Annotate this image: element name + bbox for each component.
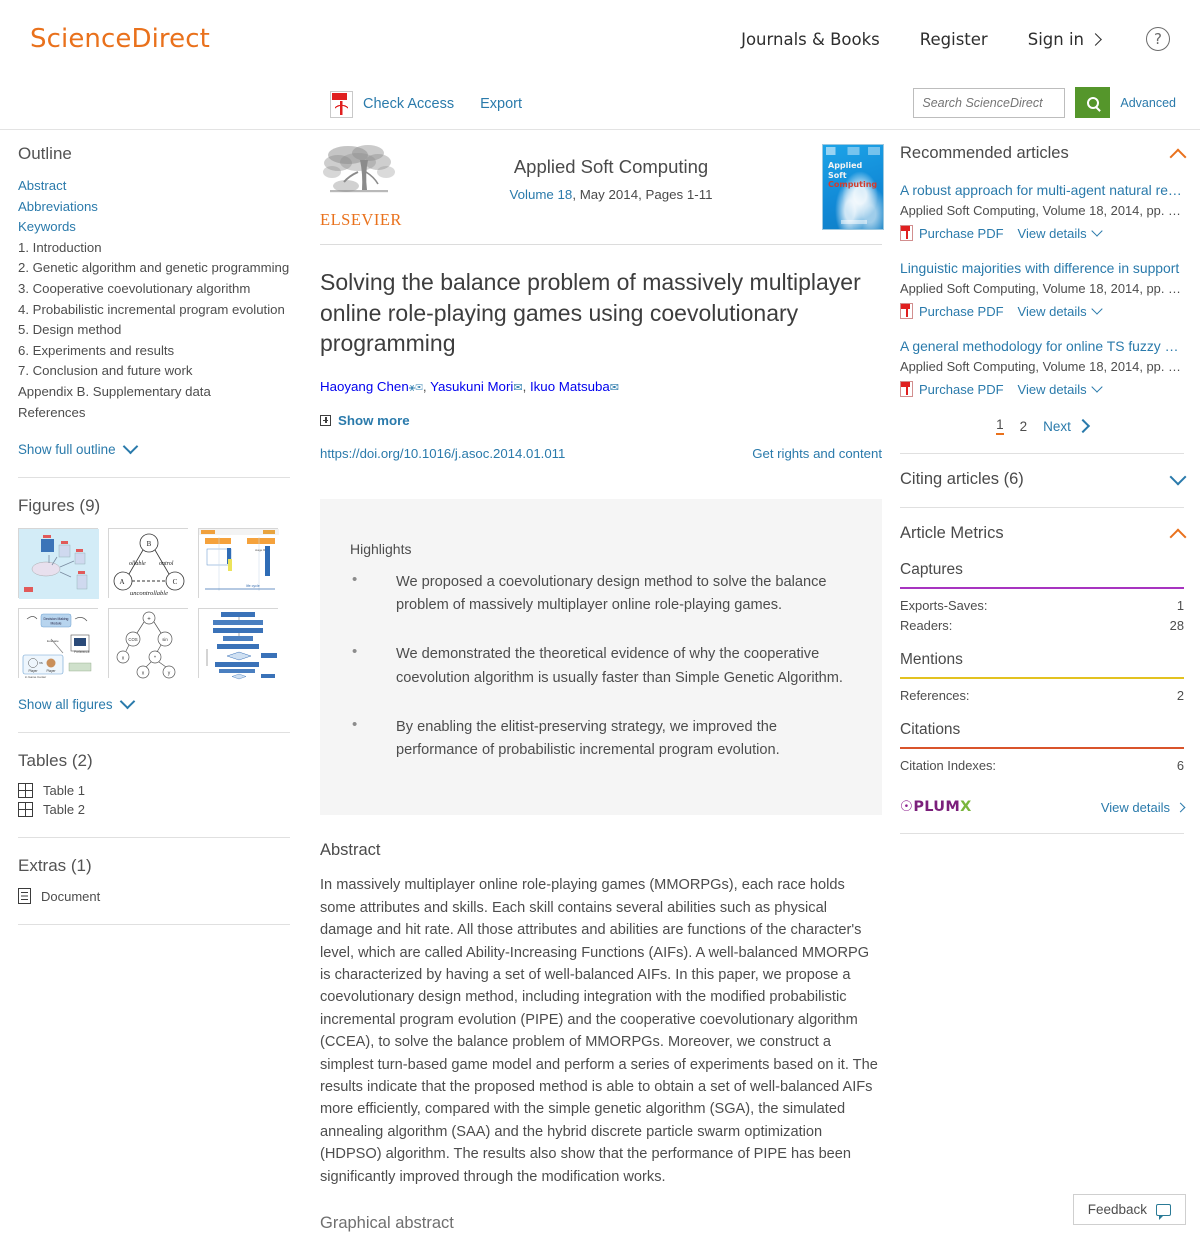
- recommended-article-meta-2: Applied Soft Computing, Volume 18, 2014, pp. …: [900, 281, 1181, 296]
- divider: [18, 732, 290, 733]
- author-name-1: Haoyang Chen: [320, 378, 409, 394]
- figure-thumbnail[interactable]: [198, 528, 278, 598]
- author-link-1[interactable]: [320, 379, 409, 394]
- chevron-right-icon: [1089, 33, 1102, 46]
- show-full-outline-label: Show full outline: [18, 442, 116, 458]
- top-nav: [741, 27, 1176, 51]
- svg-text:B: B: [146, 540, 152, 549]
- chevron-down-icon: [1091, 225, 1102, 236]
- abstract-body: In massively multiplayer online role-playing games (MMORPGs), each race holds some attributes and skills. Each skill contains several abilities such as physical damage and hit rate. All those attributes and abilities are functions of the character's level, which are called Ability-Increasing Functions (AIFs). A well-balanced MMORPG is characterized by having a set of well-balanced AIFs. In this paper, we propose a coevolutionary design method, including integration with the modified probabilistic incremental program evolution (PIPE) and the cooperative coevolutionary algorithm (CCEA), to solve the balance problem of MMORPGs. Moreover, we construct a simplest turn-based game model and perform a series of experiments based on it. The results indicate that the proposed method is able to obtain a set of well-balanced AIFs more efficiently, compared with the simple genetic algorithm (SGA), the simulated annealing algorithm (SAA) and the hybrid discrete particle swarm optimization (HDPSO) algorithm. The results also show that the performance of PIPE has been significantly improved through the modification works.: [320, 877, 878, 1185]
- outline-item-cooperative-coevolutionary[interactable]: 3. Cooperative coevolutionary algorithm: [18, 280, 251, 296]
- purchase-pdf-link-1[interactable]: [900, 225, 1004, 241]
- plumx-row: [900, 799, 1184, 815]
- page-2-button[interactable]: 2: [1019, 418, 1028, 434]
- plumx-view-details-label: View details: [1100, 799, 1170, 815]
- view-details-link-2[interactable]: [1018, 304, 1101, 319]
- journal-issue-meta: , May 2014, Pages 1-11: [572, 187, 713, 202]
- nav-register[interactable]: [920, 30, 988, 49]
- svg-text:COS: COS: [128, 637, 138, 643]
- cover-line-2: Soft: [828, 170, 847, 180]
- journal-header: [312, 142, 890, 230]
- journal-cover-image[interactable]: [822, 144, 884, 230]
- metric-label-readers: Readers:: [900, 618, 953, 633]
- elsevier-wordmark: ELSEVIER: [320, 210, 402, 229]
- bullet-icon: •: [352, 715, 358, 733]
- cover-bottom-bar: [841, 220, 867, 224]
- purchase-pdf-label-2: Purchase PDF: [919, 303, 1004, 319]
- metric-row-readers: [900, 618, 1184, 633]
- search-input[interactable]: [913, 88, 1065, 118]
- svg-text:Player: Player: [46, 669, 56, 674]
- metric-row-references: [900, 688, 1184, 703]
- svg-text:+: +: [147, 616, 151, 623]
- recommended-article-meta-3: Applied Soft Computing, Volume 18, 2014, pp. …: [900, 359, 1181, 374]
- purchase-pdf-label-3: Purchase PDF: [919, 381, 1004, 397]
- chevron-right-icon: [1076, 419, 1090, 433]
- table-2-label: Table 2: [43, 802, 85, 818]
- divider: [320, 244, 882, 245]
- action-bar: [0, 78, 1200, 130]
- bullet-icon: •: [352, 570, 358, 588]
- highlight-item: [350, 571, 844, 619]
- plus-icon: [320, 415, 331, 426]
- author-name-2: Yasukuni Mori: [430, 378, 514, 394]
- highlight-item: [350, 716, 844, 764]
- svg-text:ontrol: ontrol: [159, 561, 174, 568]
- purchase-pdf-link-2[interactable]: [900, 303, 1004, 319]
- figure-thumbnail[interactable]: [18, 528, 98, 598]
- extras-document-label: Document: [41, 888, 101, 904]
- divider: [900, 833, 1184, 834]
- metric-label-citation-indexes: Citation Indexes:: [900, 758, 997, 773]
- highlight-item: [350, 643, 844, 691]
- show-more-label: Show more: [338, 412, 410, 428]
- metric-row-exports-saves: [900, 598, 1184, 613]
- author-link-2[interactable]: [430, 379, 513, 394]
- figure-thumbnail[interactable]: [18, 608, 98, 678]
- svg-text:Decision Making: Decision Making: [43, 617, 69, 622]
- pdf-icon: [900, 303, 913, 319]
- recommended-articles-header[interactable]: [900, 144, 1184, 163]
- table-link-2[interactable]: [18, 802, 290, 817]
- svg-text:uncontrollable: uncontrollable: [129, 590, 169, 598]
- extras-link-document[interactable]: [18, 888, 290, 904]
- envelope-icon: ✉: [609, 381, 619, 394]
- metric-group-captures-bar: [900, 587, 1184, 589]
- chevron-right-icon: [1176, 802, 1186, 812]
- highlight-text-1: We proposed a coevolutionary design method to solve the balance problem of massively multiplayer online role-playing games.: [396, 573, 827, 614]
- cover-line-1: Applied: [828, 161, 863, 170]
- metric-value-references: 2: [1176, 688, 1184, 703]
- outline-item-experiments[interactable]: 6. Experiments and results: [18, 342, 175, 358]
- extras-title: Extras (1): [18, 856, 92, 876]
- pdf-icon: [900, 381, 913, 397]
- svg-text:in Game Center: in Game Center: [25, 675, 47, 680]
- bullet-icon: •: [352, 643, 358, 661]
- view-details-label-2: View details: [1017, 303, 1087, 319]
- purchase-pdf-label-1: Purchase PDF: [919, 225, 1004, 241]
- person-icon: ⚹: [408, 381, 416, 394]
- advanced-search-link[interactable]: Advanced: [1120, 95, 1176, 110]
- nav-journals-books-label: Journals & Books: [741, 29, 880, 49]
- check-access-button[interactable]: [330, 91, 454, 118]
- chevron-down-icon: [1091, 303, 1102, 314]
- view-details-link-3[interactable]: [1018, 382, 1101, 397]
- highlight-text-3: By enabling the elitist-preserving strategy, we improved the performance of probabilistic incremental program evolution.: [396, 718, 780, 759]
- plumx-view-details-link[interactable]: [1101, 800, 1184, 815]
- metric-group-mentions-title: Mentions: [900, 651, 963, 668]
- journal-meta: [400, 187, 822, 202]
- outline-item-introduction[interactable]: 1. Introduction: [18, 239, 102, 255]
- chevron-down-icon: [122, 439, 138, 455]
- chevron-down-icon: [1091, 381, 1102, 392]
- metric-value-exports-saves: 1: [1176, 598, 1184, 613]
- divider: [18, 837, 290, 838]
- journal-info: [400, 142, 822, 202]
- abstract-title: Abstract: [320, 841, 381, 860]
- cover-text: [828, 161, 877, 190]
- recommended-article-2: [900, 259, 1184, 319]
- view-details-label-3: View details: [1017, 381, 1087, 397]
- doi-link[interactable]: https://doi.org/10.1016/j.asoc.2014.01.011: [320, 445, 566, 461]
- page-title: Solving the balance problem of massively multiplayer online role-playing games using coevolutionary programming: [320, 269, 861, 356]
- nav-register-label: Register: [919, 29, 988, 49]
- recommended-article-title-3[interactable]: A general methodology for online TS fuzzy …: [900, 338, 1179, 354]
- metric-label-exports-saves: Exports-Saves:: [900, 598, 988, 613]
- show-all-figures-label: Show all figures: [18, 697, 113, 713]
- svg-text:*: *: [154, 655, 156, 662]
- svg-text:y: y: [167, 670, 171, 677]
- metric-value-readers: 28: [1169, 618, 1184, 633]
- citing-articles-header[interactable]: [900, 470, 1184, 489]
- table-icon: [18, 783, 33, 798]
- figures-title: Figures (9): [18, 496, 101, 516]
- figure-4-image: [19, 609, 99, 679]
- feedback-button[interactable]: [1073, 1194, 1186, 1225]
- article-metrics-section: [900, 508, 1184, 834]
- highlights-title: Highlights: [350, 540, 412, 557]
- recommended-article-actions-1: [900, 225, 1184, 241]
- author-link-3[interactable]: [530, 379, 610, 394]
- pdf-icon: [330, 91, 353, 118]
- figure-2-image: [109, 529, 189, 599]
- figure-3-image: [199, 529, 279, 599]
- top-header: [0, 0, 1200, 78]
- author-name-3: Ikuo Matsuba: [529, 378, 610, 394]
- show-all-figures-button[interactable]: [18, 697, 290, 712]
- outline-item-keywords[interactable]: Keywords: [18, 219, 76, 235]
- recommended-article-title-1[interactable]: A robust approach for multi-agent natural re…: [900, 182, 1182, 198]
- metric-group-mentions-bar: [900, 677, 1184, 679]
- figure-6-image: [199, 609, 279, 679]
- outline-item-abbreviations[interactable]: Abbreviations: [18, 198, 98, 214]
- svg-text:Module: Module: [50, 621, 62, 626]
- recommended-pagination: [900, 417, 1184, 435]
- purchase-pdf-link-3[interactable]: [900, 381, 1004, 397]
- view-details-label-1: View details: [1017, 225, 1087, 241]
- search-area: [913, 87, 1176, 118]
- metric-row-citation-indexes: [900, 758, 1184, 773]
- right-sidebar: [890, 130, 1200, 1200]
- figure-1-image: [19, 529, 99, 599]
- svg-text:C: C: [172, 578, 178, 587]
- get-rights-and-content-link[interactable]: Get rights and content: [752, 445, 882, 461]
- speech-bubble-icon: [1156, 1204, 1171, 1216]
- sciencedirect-logo[interactable]: ScienceDirect: [30, 24, 210, 54]
- feedback-label: Feedback: [1087, 1202, 1147, 1217]
- svg-text:Preference: Preference: [74, 650, 90, 655]
- outline-item-appendix-b[interactable]: Appendix B. Supplementary data: [18, 383, 211, 399]
- show-more-button[interactable]: [320, 413, 882, 428]
- chevron-down-icon: [1170, 468, 1187, 485]
- svg-text:life cycle: life cycle: [246, 584, 260, 589]
- tables-title: Tables (2): [18, 751, 93, 771]
- metric-label-references: References:: [900, 688, 970, 703]
- envelope-icon: ✉: [513, 381, 523, 394]
- svg-text:Player: Player: [28, 669, 38, 674]
- search-button[interactable]: [1075, 87, 1110, 118]
- envelope-icon: ✉: [415, 381, 423, 394]
- recommended-article-meta-1: Applied Soft Computing, Volume 18, 2014, pp. …: [900, 203, 1181, 218]
- svg-text:vs: vs: [39, 661, 43, 666]
- recommended-article-actions-3: [900, 381, 1184, 397]
- recommended-article-title-2[interactable]: Linguistic majorities with difference in support: [900, 260, 1180, 276]
- figure-thumbnail[interactable]: [108, 608, 188, 678]
- svg-text:stage R: stage R: [255, 548, 266, 553]
- doi-row: [320, 446, 882, 461]
- svg-text:x: x: [121, 655, 125, 662]
- cover-top-bar: [826, 147, 880, 155]
- table-icon: [18, 802, 33, 817]
- pdf-icon: [900, 225, 913, 241]
- svg-text:ollable: ollable: [129, 561, 146, 568]
- recommended-articles-title: Recommended articles: [900, 144, 1069, 162]
- figure-5-image: [109, 609, 189, 679]
- svg-text:x: x: [141, 670, 145, 677]
- next-page-button[interactable]: [1043, 419, 1088, 434]
- elsevier-tree-icon: [322, 142, 398, 204]
- nav-sign-in-label: Sign in: [1027, 29, 1084, 49]
- outline-title: Outline: [18, 144, 72, 163]
- chevron-down-icon: [119, 694, 135, 710]
- elsevier-logo[interactable]: [320, 142, 400, 230]
- svg-text:sin: sin: [162, 637, 168, 643]
- chevron-up-icon: [1170, 528, 1187, 545]
- divider: [18, 924, 290, 925]
- outline-item-genetic-algorithm[interactable]: 2. Genetic algorithm and genetic programming: [18, 260, 290, 276]
- svg-text:Evaluate: Evaluate: [47, 639, 59, 644]
- journal-volume-link[interactable]: Volume 18: [509, 187, 573, 202]
- figure-thumbnail[interactable]: [198, 608, 278, 678]
- show-full-outline-button[interactable]: [18, 442, 290, 457]
- cover-line-3: Computing: [828, 180, 878, 189]
- search-icon: [1087, 97, 1099, 109]
- figures-grid: [18, 528, 290, 678]
- author-list: Haoyang Chen⚹✉, Yasukuni Mori✉, Ikuo Matsuba✉: [320, 378, 619, 394]
- highlight-text-2: We demonstrated the theoretical evidence of why the cooperative coevolution algorithm is usually faster than Simple Genetic Algorithm.: [396, 646, 843, 686]
- outline-item-references[interactable]: References: [18, 404, 86, 420]
- recommended-article-3: [900, 337, 1184, 397]
- next-page-label: Next: [1043, 418, 1071, 434]
- metric-value-citation-indexes: 6: [1176, 758, 1184, 773]
- plumx-logo[interactable]: ☉PLUMX: [900, 799, 972, 815]
- check-access-label: Check Access: [363, 96, 455, 112]
- outline-item-probabilistic-incremental[interactable]: 4. Probabilistic incremental program evolution: [18, 301, 285, 317]
- metric-group-citations-bar: [900, 747, 1184, 749]
- recommended-article-actions-2: [900, 303, 1184, 319]
- article-metrics-title: Article Metrics: [900, 524, 1004, 542]
- outline-item-design-method[interactable]: 5. Design method: [18, 322, 122, 338]
- article-metrics-header[interactable]: [900, 524, 1184, 543]
- recommended-article-1: [900, 181, 1184, 241]
- table-link-1[interactable]: [18, 783, 290, 798]
- nav-journals-books[interactable]: [741, 30, 880, 49]
- citing-articles-section: [900, 454, 1184, 489]
- plumx-label-main: PLUM: [913, 799, 961, 815]
- outline-item-abstract[interactable]: Abstract: [18, 178, 67, 193]
- view-details-link-1[interactable]: [1018, 226, 1101, 241]
- chevron-up-icon: [1170, 148, 1187, 165]
- figure-thumbnail[interactable]: [108, 528, 188, 598]
- journal-name: Applied Soft Computing: [513, 156, 709, 177]
- graphical-abstract-title: Graphical abstract: [320, 1213, 454, 1232]
- citing-articles-title: Citing articles (6): [900, 470, 1024, 488]
- table-1-label: Table 1: [43, 783, 85, 799]
- document-icon: [18, 888, 31, 904]
- main-content: [312, 130, 890, 1232]
- metric-group-citations-title: Citations: [900, 721, 961, 738]
- nav-sign-in[interactable]: [1028, 30, 1100, 49]
- outline-list: [18, 176, 290, 423]
- outline-item-conclusion[interactable]: 7. Conclusion and future work: [18, 363, 193, 379]
- svg-text:A: A: [119, 578, 125, 587]
- page-1-button[interactable]: 1: [996, 417, 1004, 435]
- left-sidebar: [0, 130, 312, 1200]
- export-button[interactable]: Export: [480, 96, 522, 112]
- metric-group-captures-title: Captures: [900, 561, 963, 578]
- divider: [18, 477, 290, 478]
- help-icon[interactable]: ?: [1146, 27, 1170, 51]
- highlights-panel: [320, 499, 882, 816]
